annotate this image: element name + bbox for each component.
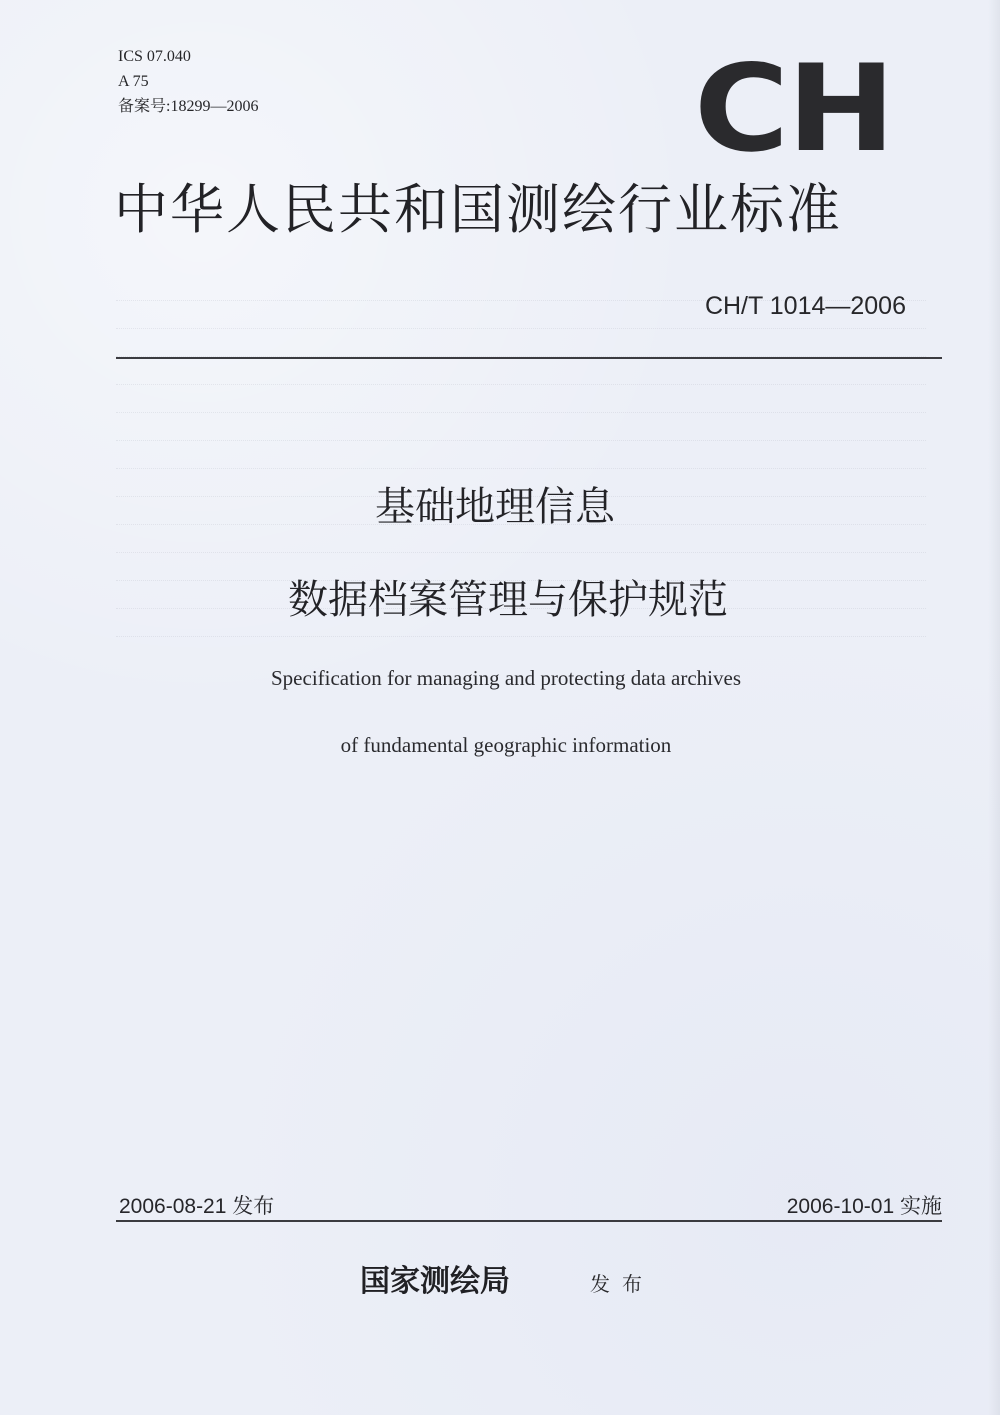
publisher-action: 发布 <box>590 1272 654 1296</box>
show-through-line <box>116 328 926 330</box>
top-divider <box>116 357 942 359</box>
show-through-line <box>116 440 926 442</box>
chinese-title-line-2: 数据档案管理与保护规范 <box>288 577 728 623</box>
classification-block <box>118 44 258 119</box>
implementation-date: 2006-10-01 实施 <box>786 1195 942 1218</box>
standard-number: CH/T 1014—2006 <box>704 292 906 320</box>
show-through-line <box>116 552 926 554</box>
bottom-divider <box>116 1220 942 1222</box>
classification-code: A 75 <box>118 73 149 90</box>
show-through-line <box>116 636 926 638</box>
show-through-line <box>116 412 926 414</box>
publisher-name: 国家测绘局 <box>360 1264 510 1299</box>
page-edge-shadow <box>988 0 1000 1415</box>
ics-code: ICS 07.040 <box>118 48 191 65</box>
standard-category-title: 中华人民共和国测绘行业标准 <box>114 178 842 241</box>
ch-logo: CH <box>694 40 894 179</box>
show-through-line <box>116 468 926 470</box>
record-number: 备案号:18299—2006 <box>118 98 259 115</box>
issue-date: 2006-08-21 发布 <box>119 1195 275 1218</box>
english-title-line-2: of fundamental geographic information <box>340 733 672 757</box>
chinese-title-line-1: 基础地理信息 <box>375 484 615 530</box>
show-through-line <box>116 384 926 386</box>
english-title-line-1: Specification for managing and protecting data archives <box>271 666 741 690</box>
